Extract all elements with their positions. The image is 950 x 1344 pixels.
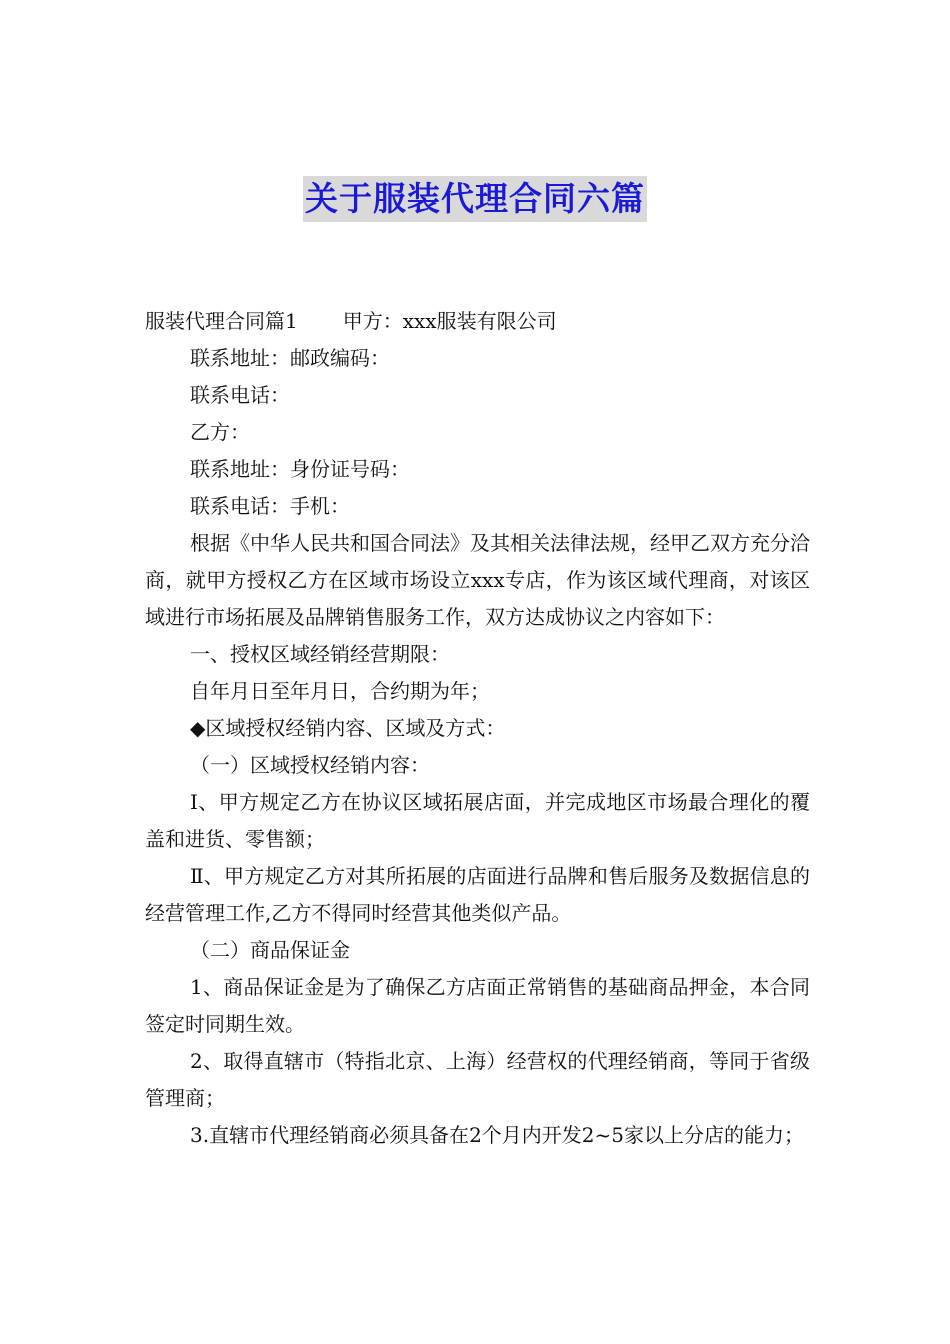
party-b-phone: 联系电话：手机： [190,494,350,518]
preamble-paragraph: 根据《中华人民共和国合同法》及其相关法律法规，经甲乙双方充分洽商，就甲方授权乙方在区域市场设立xxx专店，作为该区域代理商，对该区域进行市场拓展及品牌销售服务工作，双方达成协议之内容如下： [145,531,810,629]
party-b-address: 联系地址：身份证号码： [190,457,410,481]
clause-ii: Ⅱ、甲方规定乙方对其所拓展的店面进行品牌和售后服务及数据信息的经营管理工作,乙方不得同时经营其他类似产品。 [145,864,810,925]
party-a-name: 甲方：xxx服装有限公司 [342,309,557,333]
authorization-heading: ◆区域授权经销内容、区域及方式： [190,716,506,740]
document-title: 关于服装代理合同六篇 [303,176,647,222]
clause-i: Ⅰ、甲方规定乙方在协议区域拓展店面，并完成地区市场最合理化的覆盖和进货、零售额； [145,790,810,851]
section-1-heading: 一、授权区域经销经营期限： [190,642,450,666]
contract-number: 服装代理合同篇1 [145,309,298,333]
contract-heading-line [145,303,810,340]
deposit-clause-1: 1、商品保证金是为了确保乙方店面正常销售的基础商品押金，本合同签定时同期生效。 [145,975,810,1036]
deposit-clause-3: 3.直辖市代理经销商必须具备在2个月内开发2~5家以上分店的能力； [190,1123,805,1147]
subsection-1-heading: （一）区域授权经销内容： [190,753,430,777]
document-body [145,303,810,1154]
title-container [0,176,950,222]
term-period: 自年月日至年月日，合约期为年； [190,679,490,703]
deposit-clause-2: 2、取得直辖市（特指北京、上海）经营权的代理经销商，等同于省级管理商； [145,1049,810,1110]
party-a-address: 联系地址：邮政编码： [190,346,390,370]
party-a-phone: 联系电话： [190,383,290,407]
party-b-label: 乙方： [190,420,250,444]
subsection-2-heading: （二）商品保证金 [190,938,350,962]
